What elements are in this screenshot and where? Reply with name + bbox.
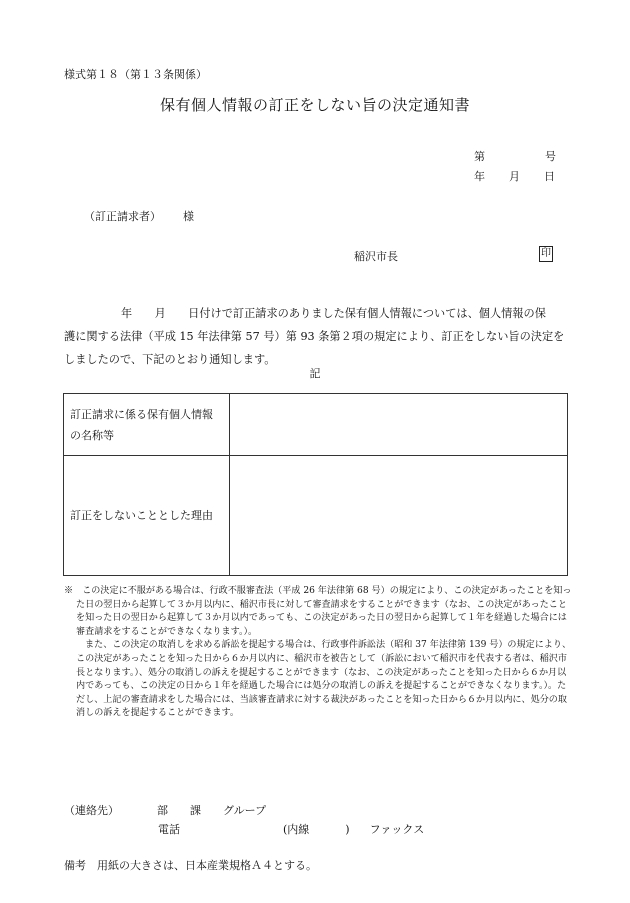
contact-extension: (内線: [283, 823, 310, 836]
info-name-value: [230, 394, 568, 456]
appeal-note: [64, 585, 572, 721]
table-row: [64, 394, 568, 456]
date-day: 日: [544, 170, 555, 183]
requester-honorific: 様: [183, 210, 194, 223]
reason-label: 訂正をしないこととした理由: [64, 456, 230, 576]
contact-phone: 電話: [158, 823, 180, 836]
table-row: [64, 456, 568, 576]
form-number: 様式第１８（第１３条関係）: [64, 68, 207, 81]
requester-label: （訂正請求者）: [84, 210, 161, 223]
note-paragraph-2: また、この決定の取消しを求める訴訟を提起する場合は、行政事件訴訟法（昭和 37 年法律第 139 号）の規定により、この決定があったことを知った日から６か月以内に、稲沢市を被告として（訴訟において稲沢市を代表する者は、稲沢市長となります。）、処分の取消しの訴えを提起することができます（なお、この決定があったことを知った日から６か月以内であっても、この決定の日から１年を経過した場合には処分の取消しの訴えを提起することができなくなります。）。ただし、上記の審査請求をした場合には、当該審査請求に対する裁決があったことを知った日から６か月以内に、処分の取消しの訴えを提起することができます。: [76, 640, 572, 719]
body-line-3: しましたので、下記のとおり通知します。: [64, 353, 276, 366]
contact-bu: 部: [157, 804, 168, 817]
contact-ka: 課: [190, 804, 201, 817]
date-year: 年: [474, 170, 485, 183]
body-text: [64, 302, 570, 371]
body-line-2: 護に関する法律（平成 15 年法律第 57 号）第 93 条第２項の規定により、訂正をしない旨の決定を: [64, 330, 565, 343]
contact-line-2: [158, 821, 424, 837]
ki-heading: 記: [309, 367, 321, 380]
document-number: [474, 148, 556, 164]
contact-ext-close: ): [345, 823, 350, 836]
number-dai: 第: [474, 150, 485, 163]
sender-mayor: 稲沢市長: [354, 250, 398, 263]
note-paragraph-1: ※ この決定に不服がある場合は、行政不服審査法（平成 26 年法律第 68 号）の規定により、この決定があったことを知った日の翌日から起算して３か月以内に、稲沢市長に対して審査請求をすることができます（なお、この決定があったことを知った日の翌日から起算して３か月以内であっても、この決定があった日の翌日から起算して１年を経過した場合には審査請求をすることができなくなります。）。: [64, 586, 572, 637]
remark: 備考 用紙の大きさは、日本産業規格Ａ４とする。: [64, 859, 317, 872]
contact-fax: ファックス: [369, 823, 425, 836]
date-month: 月: [509, 170, 520, 183]
body-line-1: 年 月 日付けで訂正請求のありました保有個人情報については、個人情報の保: [121, 307, 546, 320]
number-go: 号: [545, 150, 556, 163]
seal-mark: 印: [539, 246, 553, 262]
contact-line-1: [64, 802, 266, 818]
issue-date: [474, 168, 555, 184]
contact-label: （連絡先）: [64, 804, 119, 817]
reason-value: [230, 456, 568, 576]
info-name-label: 訂正請求に係る保有個人情報 の名称等: [64, 394, 230, 456]
page-title: 保有個人情報の訂正をしない旨の決定通知書: [159, 96, 470, 114]
info-table: [63, 393, 568, 576]
contact-group: グループ: [223, 804, 267, 817]
requester: [84, 208, 194, 224]
